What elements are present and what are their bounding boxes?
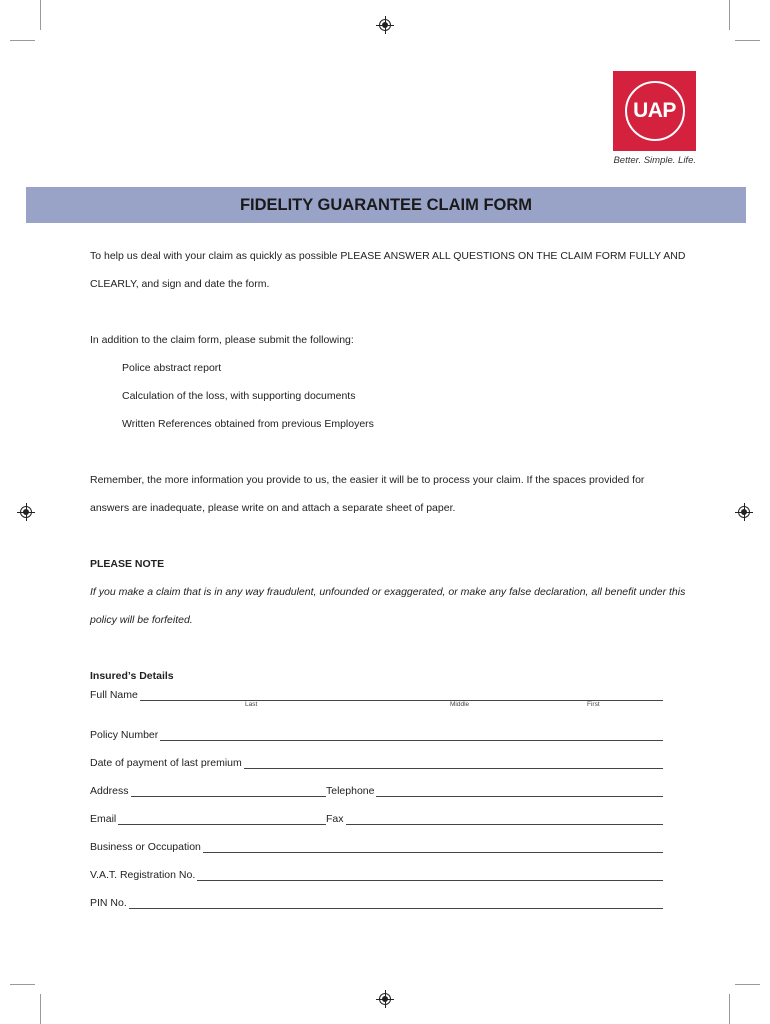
note-line-2: policy will be forfeited.	[90, 614, 193, 626]
date-payment-line[interactable]	[244, 758, 663, 769]
crop-mark	[10, 984, 35, 985]
crop-mark	[40, 0, 41, 30]
registration-mark-line	[744, 503, 745, 521]
vat-field[interactable]	[90, 867, 663, 881]
crop-mark	[729, 994, 730, 1024]
vat-line[interactable]	[197, 870, 663, 881]
logo-text: UAP	[625, 81, 685, 141]
full-name-field[interactable]	[90, 687, 663, 701]
title-banner	[26, 187, 746, 223]
address-field[interactable]	[90, 783, 326, 797]
crop-mark	[40, 994, 41, 1024]
crop-mark	[735, 40, 760, 41]
note-heading: PLEASE NOTE	[90, 558, 165, 570]
business-label: Business or Occupation	[90, 841, 201, 853]
date-payment-field[interactable]	[90, 755, 663, 769]
policy-number-line[interactable]	[160, 730, 663, 741]
business-line[interactable]	[203, 842, 663, 853]
intro-line-2: CLEARLY, and sign and date the form.	[90, 278, 270, 290]
full-name-line[interactable]	[140, 690, 663, 701]
remember-line-2: answers are inadequate, please write on and attach a separate sheet of paper.	[90, 502, 456, 514]
intro-line-1: To help us deal with your claim as quickly as possible PLEASE ANSWER ALL QUESTIONS ON THE CLAIM FORM FULLY AND	[90, 250, 686, 262]
pin-label: PIN No.	[90, 897, 127, 909]
submit-item: Written References obtained from previous Employers	[122, 418, 374, 430]
submit-item: Calculation of the loss, with supporting documents	[122, 390, 356, 402]
date-payment-label: Date of payment of last premium	[90, 757, 242, 769]
crop-mark	[729, 0, 730, 30]
email-label: Email	[90, 813, 117, 825]
name-part-first: First	[587, 701, 600, 708]
pin-field[interactable]	[90, 895, 663, 909]
business-field[interactable]	[90, 839, 663, 853]
submit-heading: In addition to the claim form, please submit the following:	[90, 334, 354, 346]
registration-mark-line	[385, 990, 386, 1008]
remember-line-1: Remember, the more information you provide to us, the easier it will be to process your claim. If the spaces provided for	[90, 474, 645, 486]
fax-label: Fax	[326, 813, 344, 825]
telephone-line[interactable]	[376, 786, 663, 797]
fax-line[interactable]	[346, 814, 663, 825]
address-line[interactable]	[131, 786, 326, 797]
pin-line[interactable]	[129, 898, 663, 909]
address-label: Address	[90, 785, 129, 797]
name-part-middle: Middle	[450, 701, 470, 708]
fax-field[interactable]	[326, 811, 663, 825]
crop-mark	[10, 40, 35, 41]
vat-label: V.A.T. Registration No.	[90, 869, 196, 881]
tagline: Better. Simple. Life.	[613, 155, 696, 166]
full-name-label: Full Name	[90, 689, 138, 701]
email-field[interactable]	[90, 811, 326, 825]
policy-number-label: Policy Number	[90, 729, 159, 741]
telephone-label: Telephone	[326, 785, 375, 797]
page-title: FIDELITY GUARANTEE CLAIM FORM	[239, 195, 533, 214]
note-line-1: If you make a claim that is in any way fraudulent, unfounded or exaggerated, or make any false declaration, all benefit under this	[90, 586, 686, 598]
crop-mark	[735, 984, 760, 985]
name-part-last: Last	[245, 701, 258, 708]
submit-item: Police abstract report	[122, 362, 222, 374]
insured-heading: Insured’s Details	[90, 670, 174, 682]
uap-logo	[613, 71, 696, 151]
telephone-field[interactable]	[326, 783, 663, 797]
registration-mark-line	[385, 16, 386, 34]
registration-mark-line	[26, 503, 27, 521]
email-line[interactable]	[118, 814, 326, 825]
policy-number-field[interactable]	[90, 727, 663, 741]
